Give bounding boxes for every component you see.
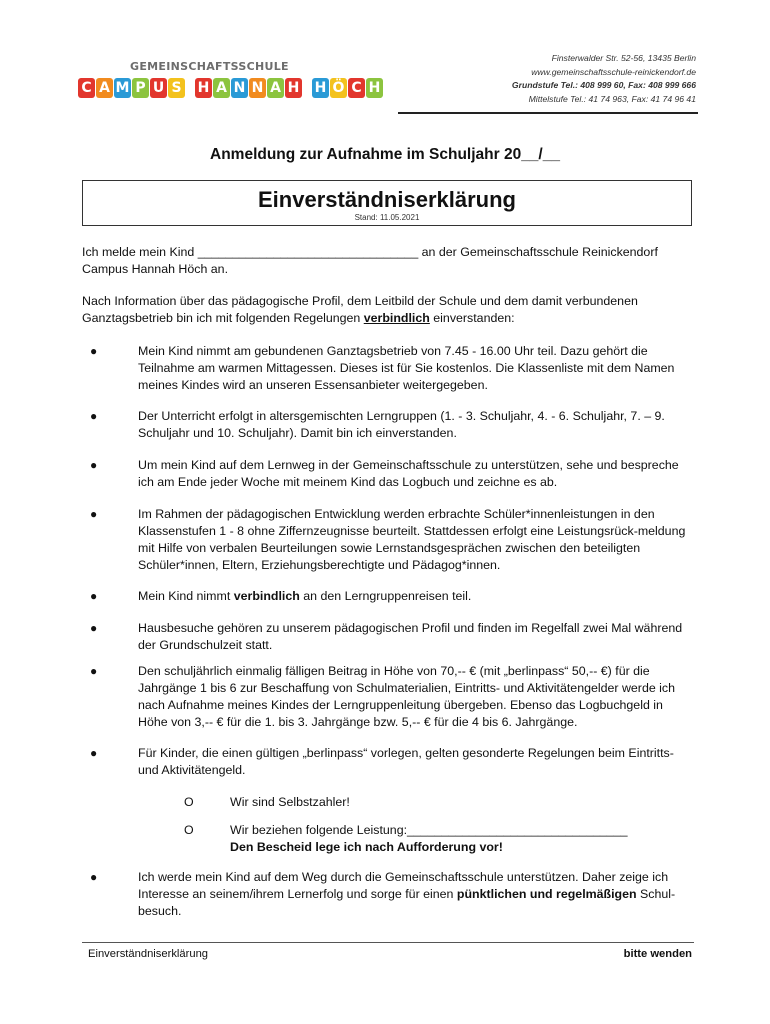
footer-rule (82, 942, 694, 943)
school-address (512, 52, 696, 106)
bullet-icon: ● (90, 458, 98, 472)
logo-letter: Ö (330, 78, 347, 98)
logo-letter (186, 78, 194, 98)
logo-letter: C (348, 78, 365, 98)
bullet-icon: ● (90, 344, 98, 358)
address-website: www.gemeinschaftsschule-reinickendorf.de (531, 66, 696, 77)
logo-wordmark (78, 78, 384, 98)
info-text: Nach Information über das pädagogische Profil, dem Leitbild der Schule und dem damit verbundenen Ganztagsbetrieb bin ich mit folgenden Regelungen (82, 294, 638, 325)
title-box (82, 180, 692, 226)
logo-letter (303, 78, 311, 98)
document-title: Einverständniserklärung (258, 187, 516, 212)
address-mittelstufe: Mittelstufe Tel.: 41 74 963, Fax: 41 74 96 41 (528, 93, 696, 104)
form-heading: Anmeldung zur Aufnahme im Schuljahr 20__/__ (210, 146, 560, 163)
item-text (138, 869, 694, 920)
item-text: Für Kinder, die einen gültigen „berlinpass“ vorlegen, gelten gesonderte Regelungen beim Eintritts- und Aktivitätengeld. (138, 746, 674, 777)
document-date: Stand: 11.05.2021 (354, 213, 420, 222)
bullet-icon: ● (90, 621, 98, 635)
header-rule (398, 112, 698, 114)
option-label: Wir sind Selbstzahler! (230, 795, 350, 809)
item-text-part: an den Lerngruppenreisen teil. (299, 589, 472, 603)
logo-letter: S (168, 78, 185, 98)
option-label[interactable]: Wir beziehen folgende Leistung:________________________________ (230, 823, 628, 837)
item-text: Mein Kind nimmt am gebundenen Ganztagsbetrieb von 7.45 - 16.00 Uhr teil. Dazu gehört die Teilnahme am warmen Mittagessen. Dieses ist für Sie kostenlos. Die Klassenliste mit dem Namen meines Kindes wird an unseren Essensanbieter weitergegeben. (138, 344, 675, 392)
option-note-bold: Den Bescheid lege ich nach Aufforderung vor! (230, 840, 503, 854)
logo-letter: H (366, 78, 383, 98)
logo-letter: N (249, 78, 266, 98)
info-bold: verbindlich (363, 311, 430, 325)
footer-title: Einverständniserklärung (88, 948, 209, 960)
item-text: Den schuljährlich einmalig fälligen Beitrag in Höhe von 70,-- € (mit „berlinpass“ 50,-- €) für die Jahrgänge 1 bis 6 zur Beschaffung von Schulmaterialien, Eintritts- und Aktivitätengelder werde ich nach Aufnahme meines Kindes der Lerngruppenleitung übergeben. Ebenso das Logbuchgeld in Höhe von 3,-- € für die 1. bis 3. Jahrgänge bzw. 5,-- € für die 4 bis 6. Jahrgänge. (138, 664, 676, 729)
address-grundstufe: Grundstufe Tel.: 408 999 60, Fax: 408 999 666 (511, 80, 696, 90)
item-text (138, 588, 694, 605)
item-text-part: Schul-besuch. (138, 887, 676, 918)
bullet-icon: ● (90, 870, 98, 884)
option-marker-icon[interactable]: O (184, 823, 194, 837)
item-text: Im Rahmen der pädagogischen Entwicklung werden erbrachte Schüler*innenleistungen in den Klassenstufen 1 - 8 ohne Ziffernzeugnisse beurteilt. Stattdessen erfolgt eine Leistungsrück-meldung mit Hilfe von verbalen Beurteilungen sowie Lernstandsgesprächen zwischen den beteiligten Schüler*innen, Eltern, Erziehungsberechtigte und Pädagog*innen. (138, 507, 686, 572)
logo-letter: A (96, 78, 113, 98)
bullet-icon: ● (90, 746, 98, 760)
info-paragraph (82, 293, 694, 327)
item-text: Um mein Kind auf dem Lernweg in der Gemeinschaftsschule zu unterstützen, sehe und bespreche ich am Ende jeder Woche mit meinem Kind das Logbuch und zeichne es ab. (138, 458, 679, 489)
option-text (230, 822, 694, 856)
bullet-icon: ● (90, 409, 98, 423)
item-text: Hausbesuche gehören zu unserem pädagogischen Profil und finden im Regelfall zwei Mal während der Grundschulzeit statt. (138, 621, 683, 652)
address-street: Finsterwalder Str. 52-56, 13435 Berlin (551, 53, 696, 63)
logo-letter: H (195, 78, 212, 98)
logo-school-type: GEMEINSCHAFTSSCHULE (130, 60, 289, 73)
school-logo (78, 56, 398, 116)
bullet-icon: ● (90, 507, 98, 521)
item-text-part: Ich werde mein Kind auf dem Weg durch die Gemeinschaftsschule unterstützen. Daher zeige ich Interesse an seinem/ihrem Lernerfolg und sorge für einen (138, 870, 669, 901)
logo-letter: M (115, 80, 130, 96)
item-bold: pünktlichen und regelmäßigen (456, 887, 637, 901)
option-note (230, 839, 694, 856)
logo-letter: C (78, 78, 95, 98)
item-bold: verbindlich (233, 589, 300, 603)
bullet-icon: ● (90, 589, 98, 603)
footer-turn-over: bitte wenden (623, 948, 692, 960)
info-text-end: einverstanden: (429, 311, 515, 325)
logo-letter: P (132, 78, 149, 98)
intro-line-1[interactable]: Ich melde mein Kind ________________________________ an der Gemeinschaftsschule Reinickendorf (82, 245, 658, 259)
intro-paragraph (82, 244, 694, 278)
logo-letter: N (231, 78, 248, 98)
logo-letter: H (285, 78, 302, 98)
item-text: Der Unterricht erfolgt in altersgemischten Lerngruppen (1. - 3. Schuljahr, 4. - 6. Schuljahr, 7. – 9. Schuljahr und 10. Schuljahr). Damit bin ich einverstanden. (138, 409, 665, 440)
logo-letter: H (312, 78, 329, 98)
logo-letter: U (150, 78, 167, 98)
logo-letter: A (267, 78, 284, 98)
option-marker-icon[interactable]: O (184, 795, 194, 809)
intro-line-2: Campus Hannah Höch an. (82, 262, 229, 276)
bullet-icon: ● (90, 664, 98, 678)
logo-letter: A (213, 78, 230, 98)
item-text-part: Mein Kind nimmt (138, 589, 234, 603)
